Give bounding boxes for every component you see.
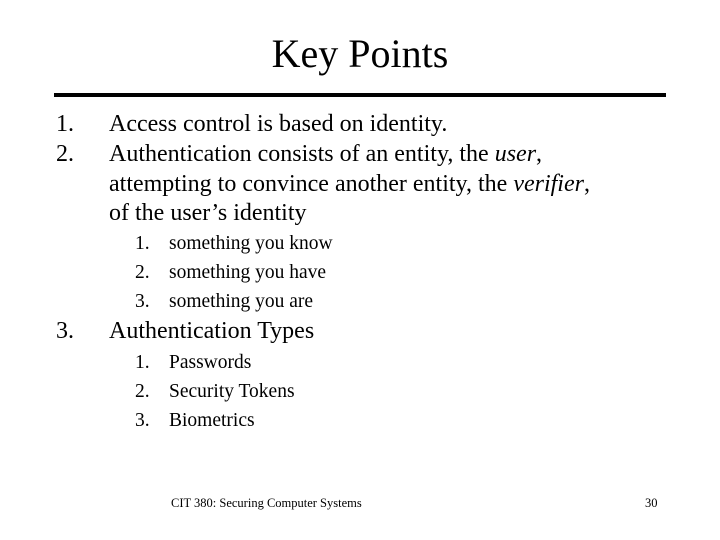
footer-course-title: CIT 380: Securing Computer Systems — [171, 496, 362, 510]
list-number: 2. — [56, 141, 74, 167]
sublist-number: 1. — [135, 352, 150, 373]
sublist-text: Passwords — [169, 352, 252, 373]
list-text-line-2: attempting to convince another entity, the verifier, — [109, 171, 590, 197]
list-number: 1. — [56, 111, 74, 137]
list-text: Access control is based on identity. — [109, 111, 448, 137]
emphasis-verifier: verifier — [513, 171, 584, 197]
list-text-line-1: Authentication consists of an entity, the user, — [109, 141, 543, 167]
sublist-text: Biometrics — [169, 410, 255, 431]
sublist-number: 1. — [135, 233, 150, 254]
sublist-text: something you know — [169, 233, 333, 254]
emphasis-user: user — [494, 141, 537, 167]
slide-title: Key Points — [271, 31, 449, 76]
footer-page-number: 30 — [645, 496, 658, 510]
sublist-text: something you are — [169, 291, 314, 312]
list-number: 3. — [56, 318, 74, 344]
sublist-number: 2. — [135, 262, 150, 283]
sublist-number: 3. — [135, 410, 150, 431]
sublist-text: Security Tokens — [169, 381, 295, 402]
list-text: Authentication Types — [109, 318, 315, 344]
sublist-number: 2. — [135, 381, 150, 402]
list-text-line-3: of the user’s identity — [109, 200, 307, 226]
title-divider — [54, 93, 666, 97]
sublist-text: something you have — [169, 262, 327, 283]
sublist-number: 3. — [135, 291, 150, 312]
